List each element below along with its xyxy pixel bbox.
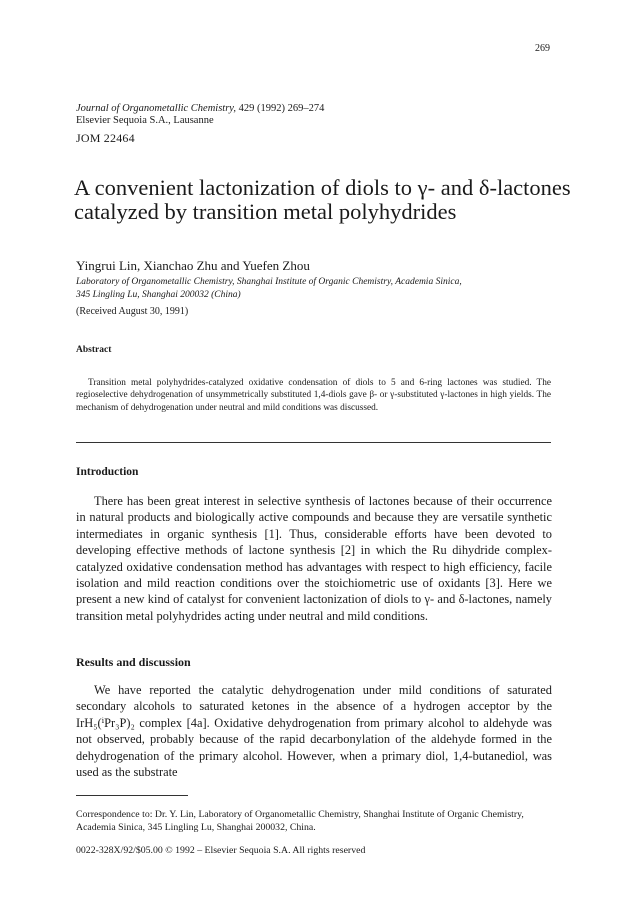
copyright-line: 0022-328X/92/$05.00 © 1992 – Elsevier Sequoia S.A. All rights reserved bbox=[76, 845, 366, 856]
results-text: We have reported the catalytic dehydrogenation under mild conditions of saturated secondary alcohols to saturated ketones in the absence of a hydrogen acceptor by the IrH₅(ⁱPr₃P)₂ complex [4a]. Oxidative dehydrogenation from primary alcohol to aldehyde was not observed, probably because of the rapid decarbonylation of the aldehyde formed in the dehydrogenation of the primary alcohol. However, when a primary diol, 1,4-butanediol, was used as the substrate bbox=[76, 683, 552, 780]
introduction-heading: Introduction bbox=[76, 466, 139, 478]
footnote-divider bbox=[76, 795, 188, 796]
affiliation-line-2: 345 Lingling Lu, Shanghai 200032 (China) bbox=[76, 290, 241, 300]
publisher: Elsevier Sequoia S.A., Lausanne bbox=[76, 115, 214, 126]
received-date: (Received August 30, 1991) bbox=[76, 306, 189, 317]
affiliation-line-1: Laboratory of Organometallic Chemistry, Shanghai Institute of Organic Chemistry, Academia Sinica, bbox=[76, 277, 462, 287]
page-number: 269 bbox=[535, 43, 550, 54]
abstract-heading: Abstract bbox=[76, 345, 112, 355]
title-line-2: catalyzed by transition metal polyhydrides bbox=[74, 199, 457, 224]
article-code: JOM 22464 bbox=[76, 131, 135, 145]
results-heading: Results and discussion bbox=[76, 655, 191, 669]
introduction-text: There has been great interest in selective synthesis of lactones because of their occurrence in natural products and biologically active compounds and because they are versatile synthetic intermediates in organic synthesis [1]. Thus, considerable efforts have been devoted to developing effective methods of lactone synthesis [2] in which the Ru dihydride complex-catalyzed oxidative condensation method has advantages with respect to high efficiency, facile isolation and mild reaction conditions over the stoichiometric use of oxidants [3]. Here we present a new kind of catalyst for convenient lactonization of diols to γ- and δ-lactones, namely transition metal polyhydrides acting under neutral and mild conditions. bbox=[76, 494, 552, 623]
journal-name: Journal of Organometallic Chemistry, bbox=[76, 103, 237, 114]
section-divider bbox=[76, 442, 551, 443]
journal-volume: 429 (1992) 269–274 bbox=[236, 103, 325, 114]
journal-citation bbox=[76, 102, 324, 115]
article-title bbox=[74, 176, 574, 224]
abstract-text: Transition metal polyhydrides-catalyzed oxidative condensation of diols to 5 and 6-ring lactones was studied. The regioselective dehydrogenation of unsymmetrically substituted 1,4-diols gave β- or γ-substituted γ-lactones in high yields. The mechanism of dehydrogenation under neutral and mild conditions was discussed. bbox=[76, 378, 551, 413]
authors: Yingrui Lin, Xianchao Zhu and Yuefen Zhou bbox=[76, 258, 310, 273]
affiliation bbox=[76, 276, 576, 302]
title-line-1: A convenient lactonization of diols to γ- and δ-lactones bbox=[74, 175, 571, 200]
correspondence-footnote: Correspondence to: Dr. Y. Lin, Laboratory of Organometallic Chemistry, Shanghai Institute of Organic Chemistry, Academia Sinica, 345 Lingling Lu, Shanghai 200032, China. bbox=[76, 809, 524, 833]
